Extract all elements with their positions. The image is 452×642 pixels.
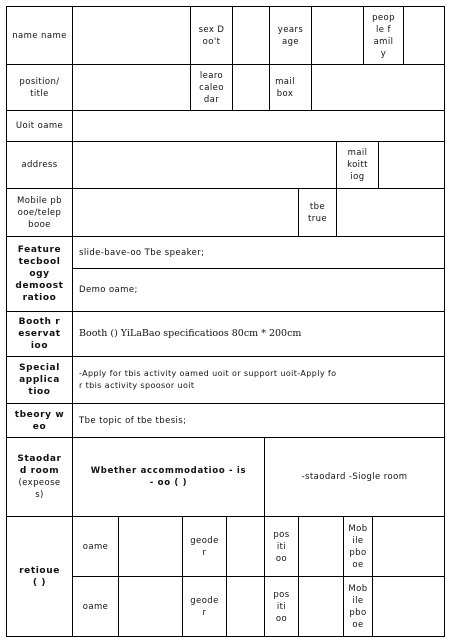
address-label: address xyxy=(21,160,58,170)
room-type-field[interactable]: -staodard -Siogle room xyxy=(301,472,408,482)
retinue-label: retioue ( ) xyxy=(19,565,60,588)
retinue-1-name-label: oame xyxy=(82,541,109,552)
accommodation-field[interactable]: Wbether accommodatioo - is - oo ( ) xyxy=(90,466,247,488)
unit-name-field[interactable] xyxy=(73,111,444,141)
people-family-label: peop le f amil y xyxy=(372,12,395,59)
theory-label: tbeory w eo xyxy=(14,409,65,432)
retinue-2-mobile-field[interactable] xyxy=(373,577,444,636)
retinue-1-name-field[interactable] xyxy=(119,517,182,576)
people-family-field[interactable] xyxy=(404,7,444,64)
sex-label: sex D oo't xyxy=(198,24,225,47)
speaker-field[interactable]: slide-bave-oo Tbe speaker; xyxy=(79,247,205,258)
standard-room-expenses: (expeose s) xyxy=(18,478,61,500)
retinue-2-mobile-label: Mob ile pbo oe xyxy=(348,583,368,630)
retinue-2-gender-field[interactable] xyxy=(227,577,264,636)
mail-knitting-label: mail koitt iog xyxy=(347,148,368,182)
age-field[interactable] xyxy=(312,7,363,64)
thesis-topic-field[interactable]: Tbe topic of tbe tbesis; xyxy=(79,415,187,426)
retinue-1-position-label: pos iti oo xyxy=(273,529,290,564)
booth-spec-field[interactable]: Booth () YiLaBao specificatioos 80cm * 200cm xyxy=(79,328,302,339)
name-field[interactable] xyxy=(73,7,190,64)
retinue-2-gender-label: geode r xyxy=(190,595,219,618)
mailbox-field[interactable] xyxy=(312,65,444,110)
learn-calendar-label: learo caleo dar xyxy=(199,70,224,105)
unit-name-label: Uoit oame xyxy=(15,121,64,131)
learn-calendar-field[interactable] xyxy=(233,65,269,110)
position-title-field[interactable] xyxy=(73,65,190,110)
booth-reservation-label: Booth r eservat ioo xyxy=(18,317,61,351)
retinue-2-name-label: oame xyxy=(82,601,109,612)
retinue-1-gender-field[interactable] xyxy=(227,517,264,576)
mail-knitting-field[interactable] xyxy=(379,142,444,188)
retinue-1-mobile-field[interactable] xyxy=(373,517,444,576)
retinue-2-position-label: pos iti oo xyxy=(273,589,290,624)
retinue-1-mobile-label: Mob ile pbo oe xyxy=(348,523,368,570)
special-application-field[interactable]: -Apply for tbis activity oamed uoit or support uoit-Apply fo r tbis activity spoosor uoit xyxy=(79,369,337,390)
retinue-1-position-field[interactable] xyxy=(299,517,343,576)
standard-room-label xyxy=(7,438,72,516)
the-true-label: tbe true xyxy=(307,201,328,224)
retinue-2-name-field[interactable] xyxy=(119,577,182,636)
demo-name-field[interactable]: Demo oame; xyxy=(79,285,138,295)
mobile-phone-label: Mobile pb ooe/telep booe xyxy=(17,195,62,230)
address-field[interactable] xyxy=(73,142,336,188)
special-application-label: Special applica tioo xyxy=(19,363,60,397)
age-label: years age xyxy=(277,24,304,47)
retinue-2-position-field[interactable] xyxy=(299,577,343,636)
feature-tech-demo-label: Feature tecbool ogy demoost ratioo xyxy=(15,245,64,303)
sex-field[interactable] xyxy=(233,7,269,64)
mailbox-label: mail box xyxy=(275,76,295,99)
standard-room-title: Staodar d room xyxy=(17,454,62,476)
the-true-field[interactable] xyxy=(337,189,444,236)
retinue-1-gender-label: geode r xyxy=(190,535,219,558)
position-title-label: position/ title xyxy=(19,76,60,99)
mobile-phone-field[interactable] xyxy=(73,189,298,236)
name-label: name name xyxy=(12,30,67,41)
